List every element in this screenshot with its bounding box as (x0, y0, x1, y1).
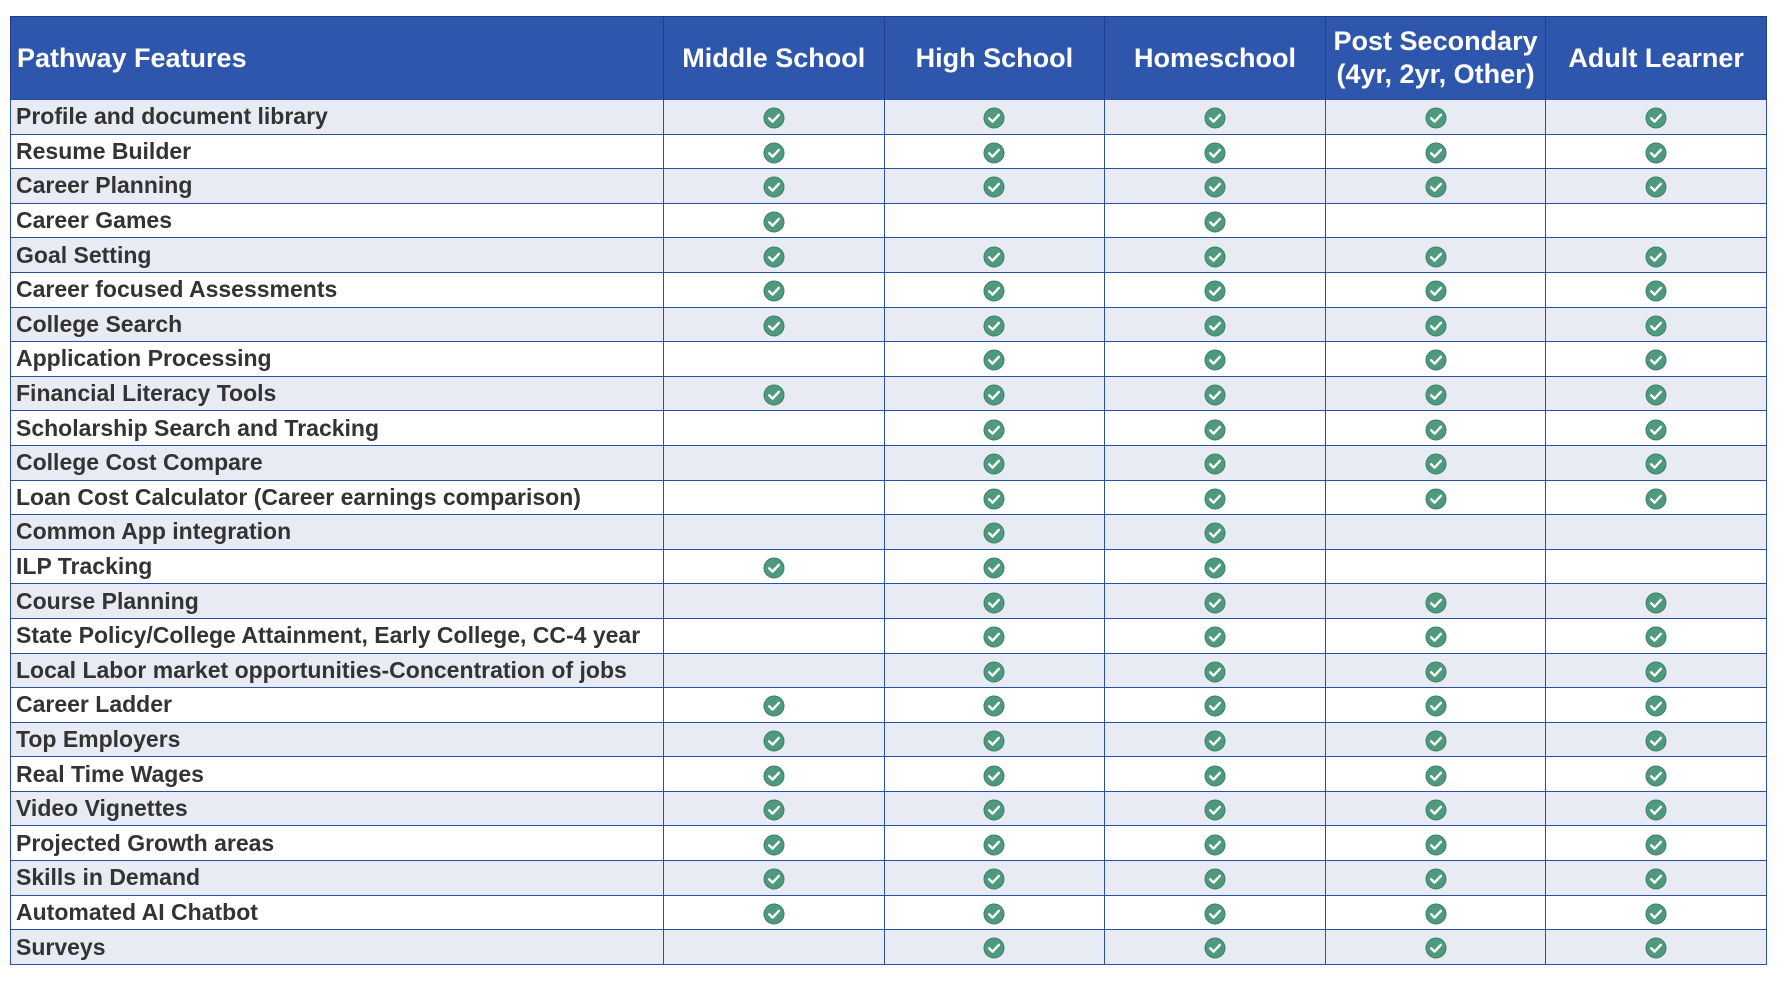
mark-cell-homeschool (1105, 342, 1326, 377)
feature-name-cell: Common App integration (11, 515, 664, 550)
check-circle-icon (763, 142, 785, 164)
table-body (11, 100, 1767, 965)
mark-cell-adult-learner (1546, 930, 1767, 965)
header-middle-school: Middle School (664, 17, 885, 100)
check-circle-icon (1645, 176, 1667, 198)
header-post-secondary: Post Secondary (4yr, 2yr, Other) (1325, 17, 1546, 100)
check-circle-icon (763, 903, 785, 925)
check-circle-icon (763, 557, 785, 579)
table-row (11, 722, 1767, 757)
check-circle-icon (1425, 349, 1447, 371)
check-circle-icon (983, 765, 1005, 787)
check-circle-icon (983, 592, 1005, 614)
mark-cell-homeschool (1105, 791, 1326, 826)
table-row (11, 169, 1767, 204)
check-circle-icon (983, 799, 1005, 821)
check-circle-icon (983, 730, 1005, 752)
check-circle-icon (1204, 799, 1226, 821)
check-circle-icon (1204, 765, 1226, 787)
mark-cell-middle-school (664, 584, 885, 619)
check-circle-icon (1425, 384, 1447, 406)
mark-cell-homeschool (1105, 134, 1326, 169)
mark-cell-middle-school (664, 307, 885, 342)
feature-name-cell: Loan Cost Calculator (Career earnings comparison) (11, 480, 664, 515)
mark-cell-middle-school (664, 895, 885, 930)
check-circle-icon (1425, 453, 1447, 475)
check-circle-icon (983, 937, 1005, 959)
mark-cell-high-school (884, 411, 1105, 446)
check-circle-icon (983, 384, 1005, 406)
check-circle-icon (1204, 315, 1226, 337)
check-circle-icon (983, 419, 1005, 441)
mark-cell-middle-school (664, 411, 885, 446)
table-row (11, 930, 1767, 965)
mark-cell-post-secondary (1325, 584, 1546, 619)
mark-cell-post-secondary (1325, 342, 1546, 377)
mark-cell-homeschool (1105, 826, 1326, 861)
check-circle-icon (1204, 868, 1226, 890)
mark-cell-homeschool (1105, 307, 1326, 342)
mark-cell-homeschool (1105, 203, 1326, 238)
check-circle-icon (983, 142, 1005, 164)
check-circle-icon (763, 799, 785, 821)
check-circle-icon (1425, 765, 1447, 787)
table-row (11, 688, 1767, 723)
table-row (11, 445, 1767, 480)
feature-name-cell: Projected Growth areas (11, 826, 664, 861)
check-circle-icon (1425, 799, 1447, 821)
mark-cell-high-school (884, 549, 1105, 584)
mark-cell-high-school (884, 376, 1105, 411)
mark-cell-post-secondary (1325, 791, 1546, 826)
feature-name-cell: Career Ladder (11, 688, 664, 723)
check-circle-icon (763, 280, 785, 302)
mark-cell-high-school (884, 203, 1105, 238)
feature-name-cell: Scholarship Search and Tracking (11, 411, 664, 446)
feature-name-cell: Automated AI Chatbot (11, 895, 664, 930)
feature-name-cell: Top Employers (11, 722, 664, 757)
table-row (11, 411, 1767, 446)
check-circle-icon (1425, 661, 1447, 683)
check-circle-icon (1645, 453, 1667, 475)
check-circle-icon (983, 661, 1005, 683)
check-circle-icon (1204, 453, 1226, 475)
mark-cell-high-school (884, 100, 1105, 135)
header-row (11, 17, 1767, 100)
mark-cell-high-school (884, 722, 1105, 757)
feature-name-cell: College Cost Compare (11, 445, 664, 480)
mark-cell-post-secondary (1325, 100, 1546, 135)
mark-cell-post-secondary (1325, 169, 1546, 204)
mark-cell-high-school (884, 272, 1105, 307)
feature-name-cell: College Search (11, 307, 664, 342)
check-circle-icon (1204, 522, 1226, 544)
check-circle-icon (1204, 107, 1226, 129)
table-row (11, 549, 1767, 584)
table-row (11, 895, 1767, 930)
check-circle-icon (1425, 626, 1447, 648)
mark-cell-middle-school (664, 688, 885, 723)
check-circle-icon (983, 626, 1005, 648)
table-row (11, 272, 1767, 307)
check-circle-icon (1645, 384, 1667, 406)
mark-cell-middle-school (664, 238, 885, 273)
check-circle-icon (1425, 868, 1447, 890)
feature-name-cell: Resume Builder (11, 134, 664, 169)
mark-cell-post-secondary (1325, 272, 1546, 307)
table-row (11, 791, 1767, 826)
feature-name-cell: Surveys (11, 930, 664, 965)
mark-cell-middle-school (664, 272, 885, 307)
check-circle-icon (1645, 695, 1667, 717)
mark-cell-middle-school (664, 861, 885, 896)
mark-cell-homeschool (1105, 861, 1326, 896)
check-circle-icon (1204, 419, 1226, 441)
check-circle-icon (1645, 488, 1667, 510)
mark-cell-homeschool (1105, 722, 1326, 757)
mark-cell-homeschool (1105, 688, 1326, 723)
feature-name-cell: State Policy/College Attainment, Early College, CC-4 year (11, 618, 664, 653)
check-circle-icon (983, 695, 1005, 717)
mark-cell-homeschool (1105, 895, 1326, 930)
check-circle-icon (1425, 592, 1447, 614)
mark-cell-homeschool (1105, 376, 1326, 411)
table-row (11, 342, 1767, 377)
check-circle-icon (1204, 592, 1226, 614)
mark-cell-homeschool (1105, 169, 1326, 204)
check-circle-icon (983, 280, 1005, 302)
check-circle-icon (1204, 142, 1226, 164)
feature-name-cell: Financial Literacy Tools (11, 376, 664, 411)
check-circle-icon (763, 315, 785, 337)
check-circle-icon (1645, 834, 1667, 856)
mark-cell-high-school (884, 895, 1105, 930)
mark-cell-homeschool (1105, 238, 1326, 273)
mark-cell-adult-learner (1546, 549, 1767, 584)
mark-cell-adult-learner (1546, 272, 1767, 307)
table-row (11, 826, 1767, 861)
check-circle-icon (1425, 834, 1447, 856)
mark-cell-post-secondary (1325, 411, 1546, 446)
mark-cell-post-secondary (1325, 376, 1546, 411)
mark-cell-adult-learner (1546, 791, 1767, 826)
mark-cell-adult-learner (1546, 757, 1767, 792)
check-circle-icon (763, 176, 785, 198)
mark-cell-post-secondary (1325, 688, 1546, 723)
feature-name-cell: ILP Tracking (11, 549, 664, 584)
check-circle-icon (983, 349, 1005, 371)
check-circle-icon (1204, 211, 1226, 233)
mark-cell-post-secondary (1325, 480, 1546, 515)
check-circle-icon (763, 211, 785, 233)
check-circle-icon (763, 384, 785, 406)
check-circle-icon (1645, 765, 1667, 787)
mark-cell-high-school (884, 757, 1105, 792)
mark-cell-adult-learner (1546, 307, 1767, 342)
mark-cell-adult-learner (1546, 411, 1767, 446)
mark-cell-adult-learner (1546, 480, 1767, 515)
mark-cell-high-school (884, 515, 1105, 550)
check-circle-icon (1645, 799, 1667, 821)
check-circle-icon (1204, 626, 1226, 648)
check-circle-icon (1645, 937, 1667, 959)
check-circle-icon (1204, 834, 1226, 856)
check-circle-icon (983, 488, 1005, 510)
check-circle-icon (1425, 142, 1447, 164)
mark-cell-homeschool (1105, 549, 1326, 584)
table-row (11, 584, 1767, 619)
mark-cell-high-school (884, 445, 1105, 480)
mark-cell-adult-learner (1546, 445, 1767, 480)
table-row (11, 861, 1767, 896)
mark-cell-adult-learner (1546, 688, 1767, 723)
check-circle-icon (1425, 246, 1447, 268)
mark-cell-homeschool (1105, 653, 1326, 688)
mark-cell-high-school (884, 238, 1105, 273)
mark-cell-middle-school (664, 515, 885, 550)
mark-cell-middle-school (664, 826, 885, 861)
mark-cell-post-secondary (1325, 307, 1546, 342)
table-row (11, 376, 1767, 411)
check-circle-icon (1425, 903, 1447, 925)
mark-cell-high-school (884, 584, 1105, 619)
mark-cell-adult-learner (1546, 618, 1767, 653)
mark-cell-high-school (884, 134, 1105, 169)
check-circle-icon (1425, 280, 1447, 302)
table-row (11, 238, 1767, 273)
check-circle-icon (1645, 730, 1667, 752)
check-circle-icon (1645, 315, 1667, 337)
table-row (11, 100, 1767, 135)
check-circle-icon (1645, 107, 1667, 129)
check-circle-icon (983, 107, 1005, 129)
mark-cell-adult-learner (1546, 376, 1767, 411)
mark-cell-post-secondary (1325, 134, 1546, 169)
check-circle-icon (1425, 488, 1447, 510)
check-circle-icon (1204, 730, 1226, 752)
mark-cell-homeschool (1105, 445, 1326, 480)
mark-cell-middle-school (664, 930, 885, 965)
check-circle-icon (983, 176, 1005, 198)
header-adult-learner: Adult Learner (1546, 17, 1767, 100)
table-row (11, 653, 1767, 688)
mark-cell-post-secondary (1325, 757, 1546, 792)
mark-cell-high-school (884, 342, 1105, 377)
check-circle-icon (1425, 730, 1447, 752)
mark-cell-middle-school (664, 169, 885, 204)
feature-name-cell: Application Processing (11, 342, 664, 377)
mark-cell-post-secondary (1325, 618, 1546, 653)
mark-cell-homeschool (1105, 411, 1326, 446)
mark-cell-middle-school (664, 653, 885, 688)
check-circle-icon (763, 868, 785, 890)
mark-cell-homeschool (1105, 100, 1326, 135)
check-circle-icon (763, 765, 785, 787)
mark-cell-adult-learner (1546, 653, 1767, 688)
table-row (11, 203, 1767, 238)
mark-cell-homeschool (1105, 757, 1326, 792)
mark-cell-middle-school (664, 722, 885, 757)
mark-cell-adult-learner (1546, 826, 1767, 861)
check-circle-icon (763, 246, 785, 268)
table-row (11, 515, 1767, 550)
check-circle-icon (1204, 695, 1226, 717)
mark-cell-adult-learner (1546, 515, 1767, 550)
mark-cell-post-secondary (1325, 549, 1546, 584)
mark-cell-middle-school (664, 757, 885, 792)
mark-cell-high-school (884, 826, 1105, 861)
mark-cell-post-secondary (1325, 238, 1546, 273)
mark-cell-post-secondary (1325, 930, 1546, 965)
table-row (11, 618, 1767, 653)
feature-name-cell: Career focused Assessments (11, 272, 664, 307)
header-pathway-features: Pathway Features (11, 17, 664, 100)
mark-cell-adult-learner (1546, 342, 1767, 377)
mark-cell-high-school (884, 930, 1105, 965)
check-circle-icon (983, 453, 1005, 475)
mark-cell-homeschool (1105, 618, 1326, 653)
check-circle-icon (983, 868, 1005, 890)
mark-cell-adult-learner (1546, 238, 1767, 273)
check-circle-icon (1425, 107, 1447, 129)
check-circle-icon (1645, 903, 1667, 925)
mark-cell-middle-school (664, 445, 885, 480)
mark-cell-adult-learner (1546, 203, 1767, 238)
mark-cell-post-secondary (1325, 653, 1546, 688)
check-circle-icon (1645, 419, 1667, 441)
mark-cell-post-secondary (1325, 895, 1546, 930)
check-circle-icon (1425, 695, 1447, 717)
mark-cell-middle-school (664, 618, 885, 653)
mark-cell-middle-school (664, 791, 885, 826)
check-circle-icon (1645, 626, 1667, 648)
check-circle-icon (763, 107, 785, 129)
mark-cell-middle-school (664, 342, 885, 377)
mark-cell-middle-school (664, 134, 885, 169)
check-circle-icon (1645, 592, 1667, 614)
check-circle-icon (763, 834, 785, 856)
check-circle-icon (1204, 246, 1226, 268)
mark-cell-high-school (884, 791, 1105, 826)
mark-cell-high-school (884, 480, 1105, 515)
mark-cell-middle-school (664, 376, 885, 411)
table-row (11, 134, 1767, 169)
mark-cell-post-secondary (1325, 515, 1546, 550)
feature-name-cell: Local Labor market opportunities-Concentration of jobs (11, 653, 664, 688)
mark-cell-adult-learner (1546, 895, 1767, 930)
feature-name-cell: Skills in Demand (11, 861, 664, 896)
check-circle-icon (1204, 557, 1226, 579)
mark-cell-homeschool (1105, 584, 1326, 619)
mark-cell-adult-learner (1546, 134, 1767, 169)
check-circle-icon (1425, 419, 1447, 441)
check-circle-icon (1425, 937, 1447, 959)
check-circle-icon (1645, 661, 1667, 683)
mark-cell-adult-learner (1546, 861, 1767, 896)
header-high-school: High School (884, 17, 1105, 100)
check-circle-icon (983, 903, 1005, 925)
mark-cell-adult-learner (1546, 100, 1767, 135)
check-circle-icon (1645, 246, 1667, 268)
mark-cell-post-secondary (1325, 861, 1546, 896)
check-circle-icon (1204, 661, 1226, 683)
check-circle-icon (1645, 349, 1667, 371)
pathway-features-table (10, 16, 1767, 965)
mark-cell-high-school (884, 169, 1105, 204)
check-circle-icon (763, 730, 785, 752)
mark-cell-homeschool (1105, 480, 1326, 515)
check-circle-icon (1204, 349, 1226, 371)
check-circle-icon (983, 315, 1005, 337)
check-circle-icon (983, 834, 1005, 856)
check-circle-icon (1204, 937, 1226, 959)
check-circle-icon (1645, 142, 1667, 164)
table-row (11, 480, 1767, 515)
feature-name-cell: Career Games (11, 203, 664, 238)
mark-cell-homeschool (1105, 515, 1326, 550)
table-row (11, 307, 1767, 342)
mark-cell-middle-school (664, 549, 885, 584)
check-circle-icon (1204, 384, 1226, 406)
mark-cell-middle-school (664, 480, 885, 515)
mark-cell-homeschool (1105, 272, 1326, 307)
check-circle-icon (1204, 488, 1226, 510)
mark-cell-high-school (884, 307, 1105, 342)
mark-cell-homeschool (1105, 930, 1326, 965)
check-circle-icon (983, 246, 1005, 268)
mark-cell-adult-learner (1546, 584, 1767, 619)
check-circle-icon (1204, 903, 1226, 925)
check-circle-icon (983, 522, 1005, 544)
header-homeschool: Homeschool (1105, 17, 1326, 100)
mark-cell-high-school (884, 653, 1105, 688)
mark-cell-adult-learner (1546, 169, 1767, 204)
mark-cell-high-school (884, 688, 1105, 723)
table-row (11, 757, 1767, 792)
mark-cell-post-secondary (1325, 722, 1546, 757)
check-circle-icon (983, 557, 1005, 579)
check-circle-icon (1425, 315, 1447, 337)
mark-cell-high-school (884, 861, 1105, 896)
feature-name-cell: Course Planning (11, 584, 664, 619)
mark-cell-middle-school (664, 100, 885, 135)
check-circle-icon (1204, 176, 1226, 198)
feature-name-cell: Real Time Wages (11, 757, 664, 792)
check-circle-icon (1425, 176, 1447, 198)
feature-name-cell: Video Vignettes (11, 791, 664, 826)
check-circle-icon (763, 695, 785, 717)
check-circle-icon (1204, 280, 1226, 302)
check-circle-icon (1645, 280, 1667, 302)
mark-cell-post-secondary (1325, 445, 1546, 480)
mark-cell-adult-learner (1546, 722, 1767, 757)
feature-name-cell: Goal Setting (11, 238, 664, 273)
mark-cell-high-school (884, 618, 1105, 653)
mark-cell-middle-school (664, 203, 885, 238)
feature-name-cell: Profile and document library (11, 100, 664, 135)
mark-cell-post-secondary (1325, 203, 1546, 238)
feature-name-cell: Career Planning (11, 169, 664, 204)
mark-cell-post-secondary (1325, 826, 1546, 861)
check-circle-icon (1645, 868, 1667, 890)
